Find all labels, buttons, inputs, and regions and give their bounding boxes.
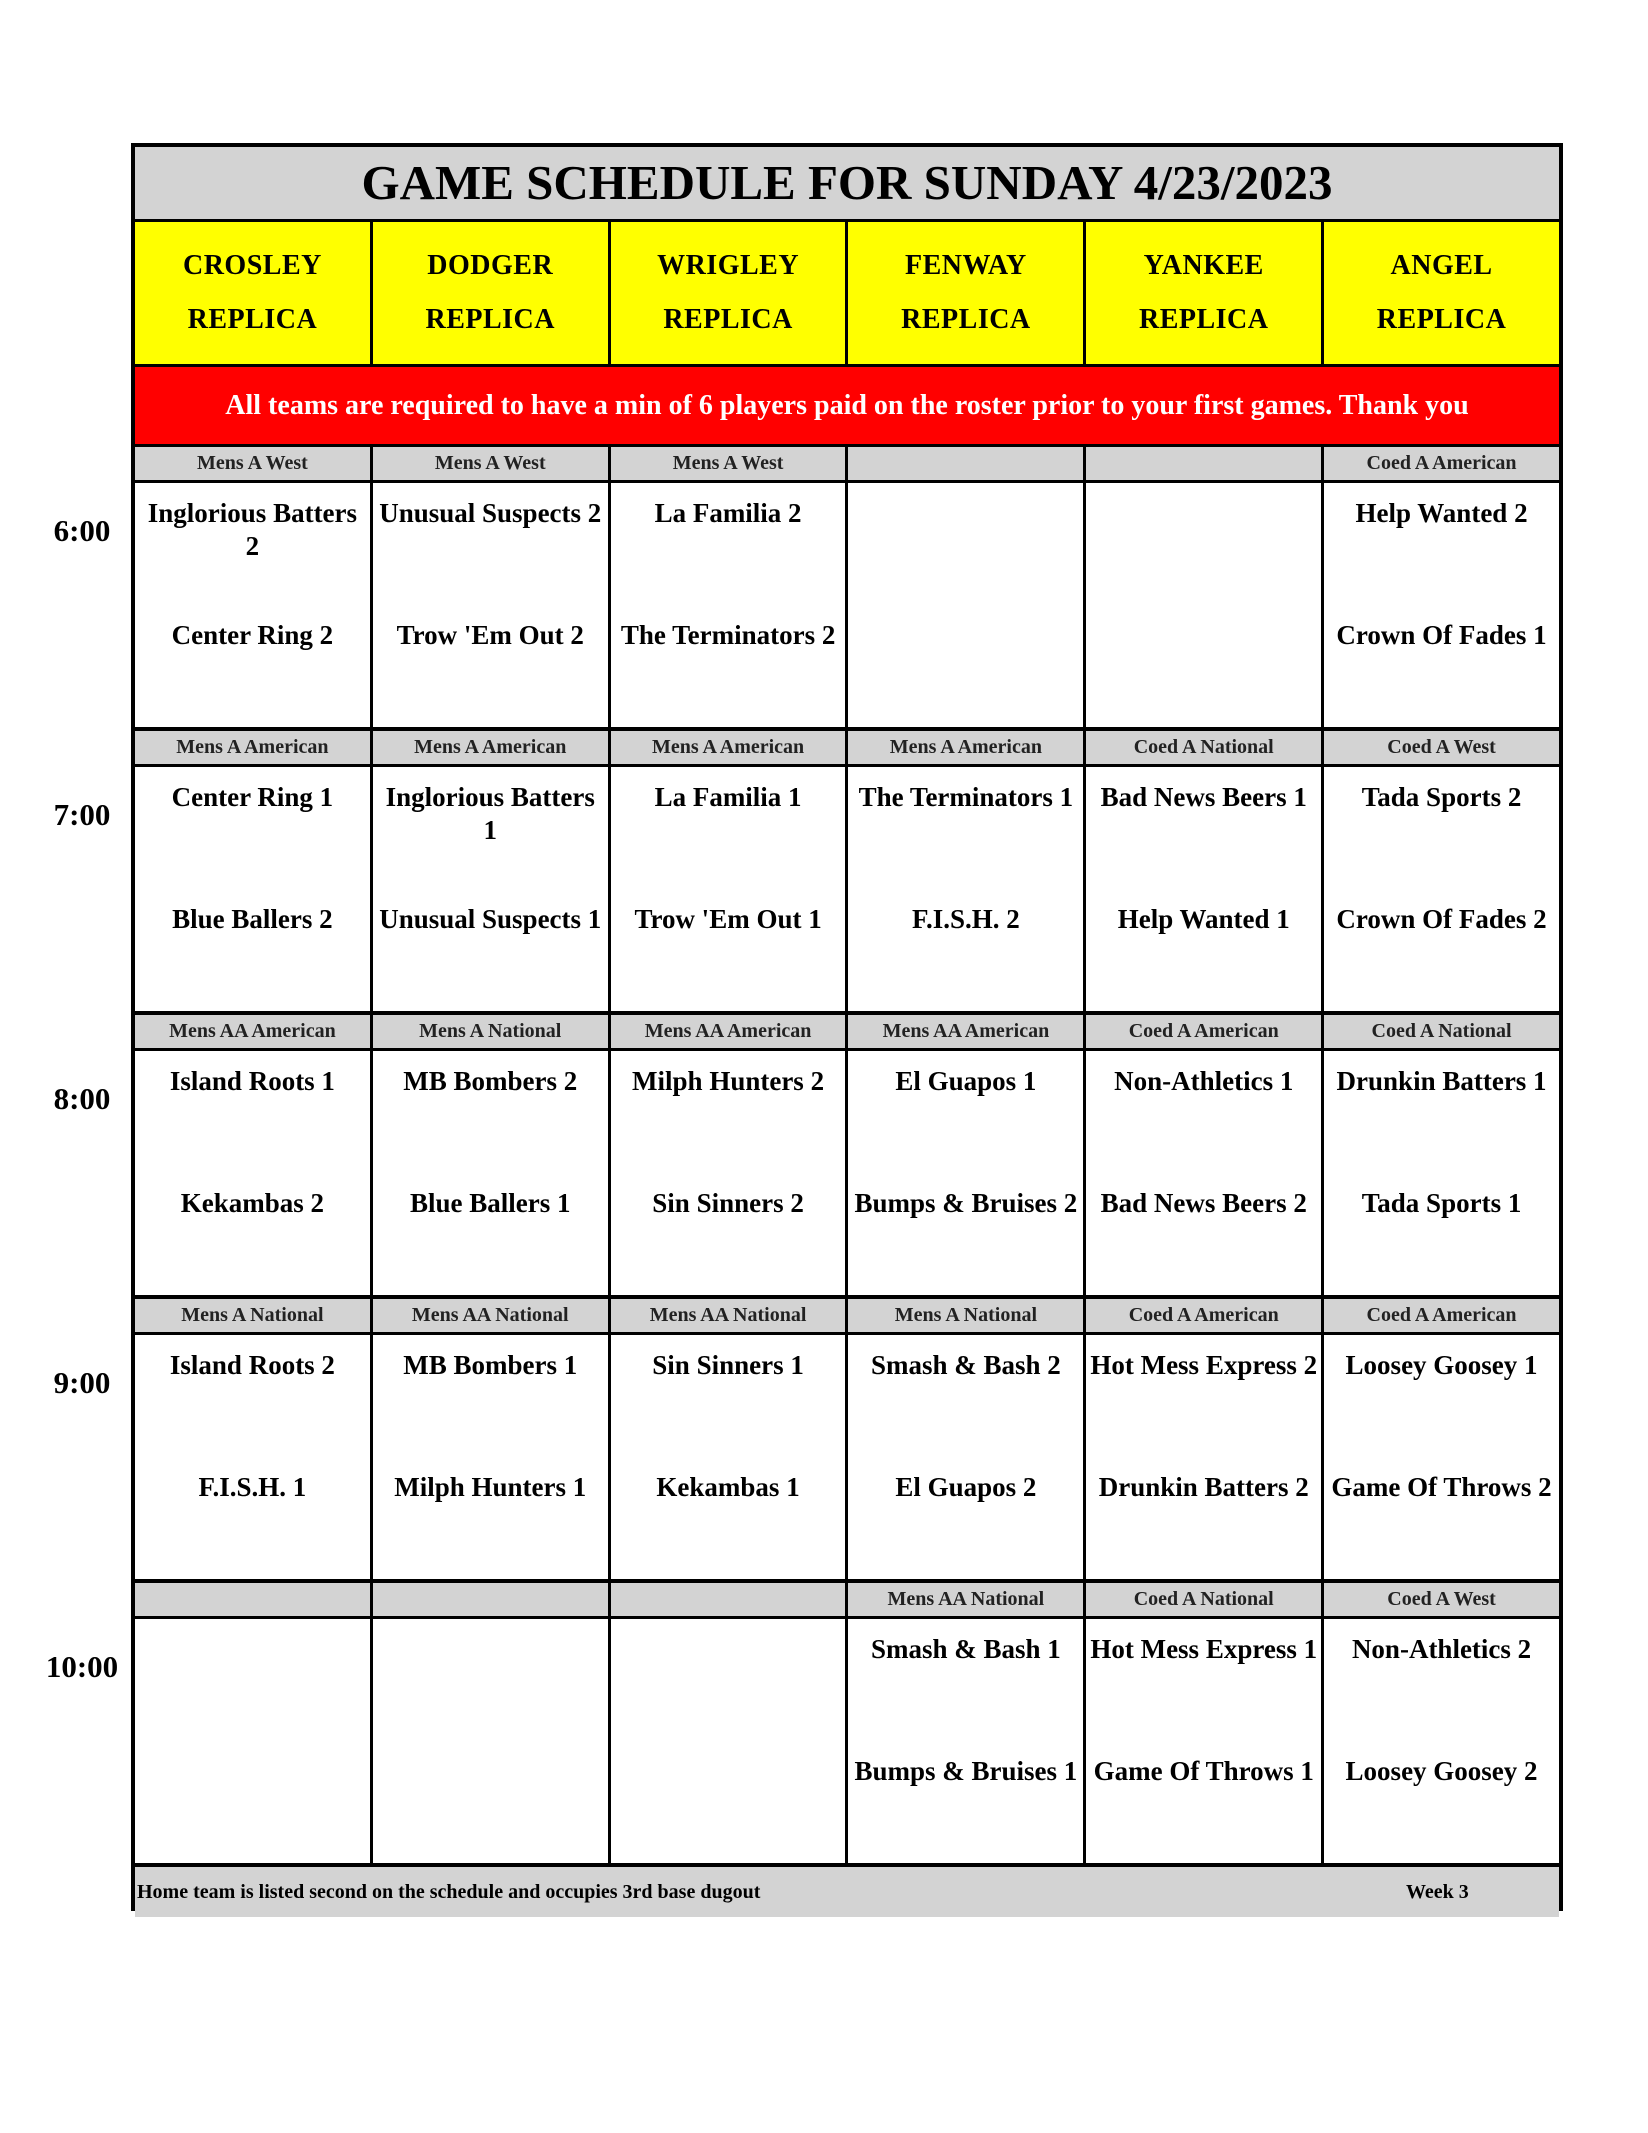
- footer: [135, 1867, 1559, 1917]
- home-team: Kekambas 2: [180, 1188, 325, 1218]
- division-label: Mens AA National: [848, 1583, 1086, 1616]
- home-team: [611, 1741, 846, 1863]
- home-team: [1086, 605, 1321, 727]
- home-team: Sin Sinners 2: [652, 1188, 804, 1218]
- away-team: Inglorious Batters 1: [385, 782, 595, 845]
- division-label: Mens A American: [611, 731, 849, 764]
- division-row: [135, 1583, 1559, 1619]
- field-header: [1086, 222, 1324, 364]
- home-team: Unusual Suspects 1: [379, 904, 602, 934]
- division-label: Mens A National: [373, 1015, 611, 1048]
- game-cell: [135, 1619, 373, 1863]
- game-cell: [611, 767, 849, 1011]
- time-label: 8:00: [53, 1081, 111, 1116]
- time-slot: [135, 447, 1559, 731]
- game-row: [135, 1051, 1559, 1299]
- away-team: MB Bombers 2: [403, 1066, 578, 1096]
- division-label: Mens AA National: [373, 1299, 611, 1332]
- field-header: [848, 222, 1086, 364]
- division-label: Coed A American: [1366, 1304, 1517, 1326]
- division-label: Coed A American: [1366, 452, 1517, 474]
- game-cell: [135, 1335, 373, 1579]
- away-team: Center Ring 1: [171, 782, 334, 812]
- game-cell: [611, 1335, 849, 1579]
- away-team: Milph Hunters 2: [632, 1066, 825, 1096]
- field-sub: REPLICA: [663, 304, 793, 335]
- time-slot: [135, 1015, 1559, 1299]
- away-team: Drunkin Batters 1: [1336, 1066, 1547, 1096]
- division-label: Coed A National: [1371, 1020, 1512, 1042]
- game-cell: [373, 1051, 611, 1295]
- game-cell: [611, 1051, 849, 1295]
- game-row: [135, 1335, 1559, 1583]
- game-cell: [1086, 483, 1324, 727]
- away-team: Island Roots 2: [169, 1350, 335, 1380]
- game-cell: [373, 483, 611, 727]
- division-label: [135, 1583, 373, 1616]
- home-team: El Guapos 2: [895, 1472, 1037, 1502]
- game-cell: [611, 1619, 849, 1863]
- division-label: [1086, 447, 1324, 480]
- home-team: Milph Hunters 1: [394, 1472, 587, 1502]
- away-team: Help Wanted 2: [1355, 498, 1528, 528]
- time-slots: [135, 447, 1559, 1867]
- away-team: Sin Sinners 1: [652, 1350, 804, 1380]
- division-label: Mens A American: [135, 731, 373, 764]
- game-cell: [1324, 1619, 1559, 1863]
- division-label: Mens A National: [848, 1299, 1086, 1332]
- game-cell: [373, 767, 611, 1011]
- game-cell: [1324, 483, 1559, 727]
- field-header: [611, 222, 849, 364]
- home-team: Game Of Throws 1: [1093, 1756, 1314, 1786]
- away-team: Hot Mess Express 2: [1090, 1350, 1318, 1380]
- field-header: [1324, 222, 1559, 364]
- home-team: [848, 605, 1083, 727]
- division-label: Coed A American: [1086, 1299, 1324, 1332]
- division-label: Mens AA National: [611, 1299, 849, 1332]
- game-cell: [848, 1619, 1086, 1863]
- home-team: Loosey Goosey 2: [1345, 1756, 1538, 1786]
- division-label: [848, 447, 1086, 480]
- away-team: [135, 1619, 370, 1741]
- game-cell: [135, 1051, 373, 1295]
- field-name: WRIGLEY: [657, 250, 800, 281]
- home-team: F.I.S.H. 1: [198, 1472, 307, 1502]
- away-team: Unusual Suspects 2: [379, 498, 602, 528]
- field-sub: REPLICA: [425, 304, 555, 335]
- home-team: Trow 'Em Out 1: [634, 904, 822, 934]
- away-team: La Familia 1: [654, 782, 802, 812]
- division-label: Mens A West: [135, 447, 373, 480]
- home-team: Blue Ballers 1: [409, 1188, 571, 1218]
- game-cell: [1086, 767, 1324, 1011]
- division-label: Coed A American: [1086, 1015, 1324, 1048]
- home-team: Tada Sports 1: [1361, 1188, 1522, 1218]
- home-team: Bad News Beers 2: [1100, 1188, 1307, 1218]
- division-label: [373, 1583, 611, 1616]
- field-sub: REPLICA: [901, 304, 1031, 335]
- field-name: YANKEE: [1143, 250, 1264, 281]
- away-team: [1086, 483, 1321, 605]
- field-name: DODGER: [427, 250, 554, 281]
- division-label: Coed A West: [1387, 1588, 1496, 1610]
- division-label: Coed A National: [1086, 1583, 1324, 1616]
- field-name: ANGEL: [1390, 250, 1493, 281]
- time-slot: [135, 731, 1559, 1015]
- away-team: Smash & Bash 2: [870, 1350, 1061, 1380]
- home-team: Kekambas 1: [656, 1472, 800, 1502]
- home-team: Drunkin Batters 2: [1098, 1472, 1309, 1502]
- game-cell: [1324, 767, 1559, 1011]
- away-team: [848, 483, 1083, 605]
- division-row: [135, 1299, 1559, 1335]
- time-label: 7:00: [53, 797, 111, 832]
- game-cell: [1086, 1335, 1324, 1579]
- away-team: Non-Athletics 1: [1114, 1066, 1294, 1096]
- division-label: Mens A West: [373, 447, 611, 480]
- game-row: [135, 483, 1559, 731]
- game-row: [135, 1619, 1559, 1867]
- away-team: La Familia 2: [654, 498, 802, 528]
- time-label: 9:00: [53, 1365, 111, 1400]
- home-team: Blue Ballers 2: [172, 904, 333, 934]
- field-name: CROSLEY: [182, 250, 322, 281]
- division-label: Coed A National: [1086, 731, 1324, 764]
- division-label: Coed A West: [1387, 736, 1496, 758]
- away-team: [611, 1619, 846, 1741]
- home-team: Bumps & Bruises 2: [854, 1188, 1078, 1218]
- field-name: FENWAY: [905, 250, 1027, 281]
- game-row: [135, 767, 1559, 1015]
- away-team: The Terminators 1: [858, 782, 1074, 812]
- home-team: Help Wanted 1: [1117, 904, 1290, 934]
- time-label: 6:00: [53, 513, 111, 548]
- game-cell: [848, 767, 1086, 1011]
- home-team: [135, 1741, 370, 1863]
- division-row: [135, 731, 1559, 767]
- division-label: Mens A American: [848, 731, 1086, 764]
- game-cell: [611, 483, 849, 727]
- away-team: Loosey Goosey 1: [1345, 1350, 1538, 1380]
- division-row: [135, 447, 1559, 483]
- time-slot: [135, 1583, 1559, 1867]
- division-row: [135, 1015, 1559, 1051]
- game-cell: [1086, 1051, 1324, 1295]
- game-cell: [848, 483, 1086, 727]
- away-team: Hot Mess Express 1: [1090, 1634, 1318, 1664]
- field-header: [135, 222, 373, 364]
- away-team: Bad News Beers 1: [1100, 782, 1307, 812]
- away-team: Inglorious Batters 2: [147, 498, 358, 561]
- division-label: Mens A West: [611, 447, 849, 480]
- game-cell: [848, 1051, 1086, 1295]
- field-sub: REPLICA: [1138, 304, 1269, 335]
- field-header: [373, 222, 611, 364]
- field-header-row: [135, 222, 1559, 367]
- game-cell: [1086, 1619, 1324, 1863]
- game-cell: [373, 1335, 611, 1579]
- away-team: MB Bombers 1: [403, 1350, 578, 1380]
- division-label: Mens AA American: [611, 1015, 849, 1048]
- division-label: [611, 1583, 849, 1616]
- home-team: Crown Of Fades 2: [1336, 904, 1547, 934]
- time-label: 10:00: [45, 1649, 119, 1684]
- game-cell: [135, 483, 373, 727]
- roster-notice: All teams are required to have a min of 6 players paid on the roster prior to your first games. Thank you: [135, 367, 1559, 447]
- week-label: Week 3: [1406, 1880, 1469, 1903]
- game-cell: [373, 1619, 611, 1863]
- schedule-table: [131, 143, 1563, 1911]
- home-team: F.I.S.H. 2: [912, 904, 1020, 934]
- game-cell: [1324, 1335, 1559, 1579]
- division-label: Mens AA American: [135, 1015, 373, 1048]
- division-label: Mens AA American: [848, 1015, 1086, 1048]
- home-team: The Terminators 2: [620, 620, 836, 650]
- home-team: [373, 1741, 608, 1863]
- away-team: [373, 1619, 608, 1741]
- away-team: Island Roots 1: [169, 1066, 335, 1096]
- division-label: Mens A American: [373, 731, 611, 764]
- home-team: Trow 'Em Out 2: [396, 620, 584, 650]
- division-label: Mens A National: [135, 1299, 373, 1332]
- game-cell: [135, 767, 373, 1011]
- home-team: Crown Of Fades 1: [1336, 620, 1547, 650]
- away-team: El Guapos 1: [895, 1066, 1037, 1096]
- game-cell: [1324, 1051, 1559, 1295]
- page-title: GAME SCHEDULE FOR SUNDAY 4/23/2023: [135, 147, 1559, 222]
- game-cell: [848, 1335, 1086, 1579]
- away-team: Tada Sports 2: [1361, 782, 1522, 812]
- home-team: Bumps & Bruises 1: [854, 1756, 1078, 1786]
- field-sub: REPLICA: [187, 304, 318, 335]
- away-team: Smash & Bash 1: [870, 1634, 1061, 1664]
- time-slot: [135, 1299, 1559, 1583]
- home-team: Game Of Throws 2: [1331, 1472, 1552, 1502]
- footer-note: Home team is listed second on the schedule and occupies 3rd base dugout: [137, 1880, 761, 1903]
- field-sub: REPLICA: [1376, 304, 1507, 335]
- home-team: Center Ring 2: [171, 620, 334, 650]
- away-team: Non-Athletics 2: [1351, 1634, 1532, 1664]
